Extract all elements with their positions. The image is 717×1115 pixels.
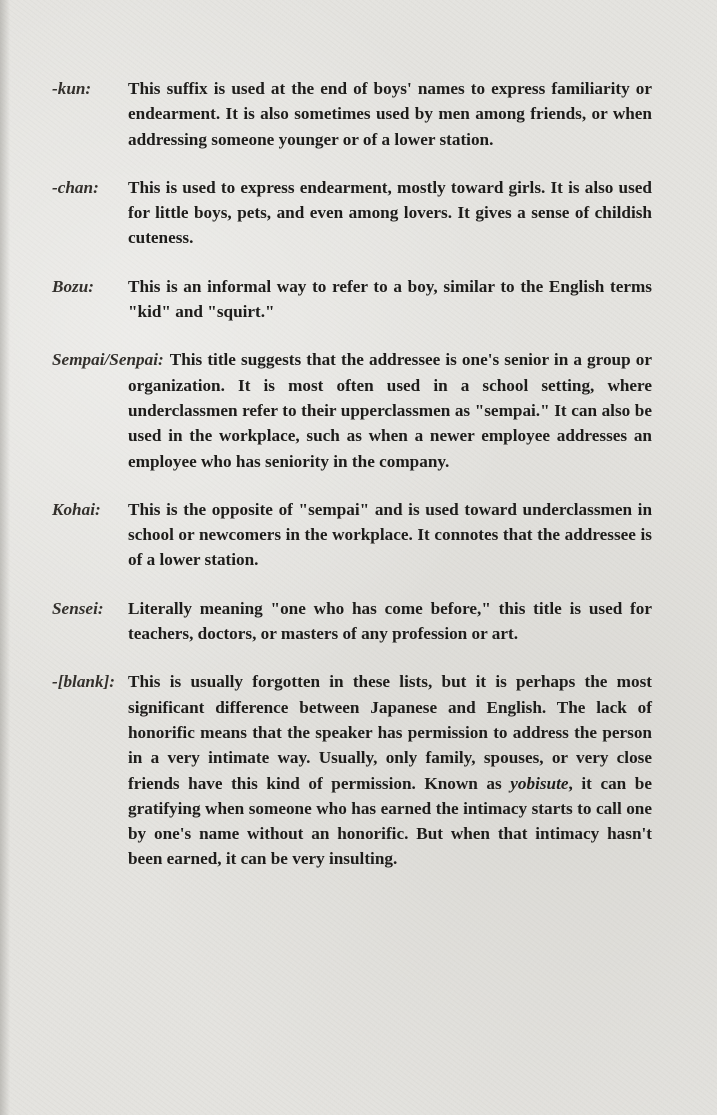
entry-definition: This is used to express endearment, mostly toward girls. It is also used for little boys, pets, and even among lovers. It gives a sense of childish cuteness. xyxy=(128,177,652,248)
entry-term: -[blank]: xyxy=(52,672,116,692)
entry-term: -kun: xyxy=(52,79,92,98)
definition-text-before: This is usually forgotten in these lists, but it is perhaps the most significant difference between Japanese and English. The lack of honorific means that the speaker has permission to address the person in a very intimate way. Usually, only family, spouses, or very close friends have this kind of permission. Known as xyxy=(128,672,652,793)
glossary-entry-sempai xyxy=(52,347,652,473)
definition-text-after: , it can be gratifying when someone who has earned the intimacy starts to call one by one's name without an honorific. But when that intimacy hasn't been earned, it can be very insulting. xyxy=(128,773,652,869)
entry-definition: This is an informal way to refer to a boy, similar to the English terms "kid" and "squirt." xyxy=(128,276,652,322)
entry-definition: This is the opposite of "sempai" and is used toward underclassmen in school or newcomers in the workplace. It connotes that the addressee is of a lower station. xyxy=(128,499,652,570)
entry-term: -chan: xyxy=(52,177,99,197)
entry-term: Sempai/Senpai: xyxy=(52,350,164,370)
page-edge-shadow xyxy=(0,0,10,1115)
entry-definition: This suffix is used at the end of boys' names to express familiarity or endearment. It is also sometimes used by men among friends, or when addressing someone younger or of a lower station. xyxy=(128,79,652,149)
glossary-entry-kohai xyxy=(52,497,652,573)
glossary-entry-blank xyxy=(52,669,652,871)
glossary-entry-sensei xyxy=(52,596,652,647)
glossary-entry-kun xyxy=(52,76,652,152)
entry-definition: Literally meaning "one who has come before," this title is used for teachers, doctors, or masters of any profession or art. xyxy=(128,598,652,644)
entry-term: Kohai: xyxy=(52,499,101,519)
entry-term: Sensei: xyxy=(52,598,104,618)
entry-definition: This title suggests that the addressee is one's senior in a group or organization. It is most often used in a school setting, where underclassmen refer to their upperclassmen as "sempai." It can also be used in the workplace, such as when a newer employee addresses an employee who has seniority in the company. xyxy=(128,350,652,471)
glossary-entry-chan xyxy=(52,175,652,251)
glossary-entry-bozu xyxy=(52,274,652,325)
entry-term: Bozu: xyxy=(52,276,95,296)
honorifics-glossary xyxy=(52,76,652,895)
entry-definition xyxy=(128,672,652,868)
definition-emphasis: yobisute xyxy=(510,773,569,793)
